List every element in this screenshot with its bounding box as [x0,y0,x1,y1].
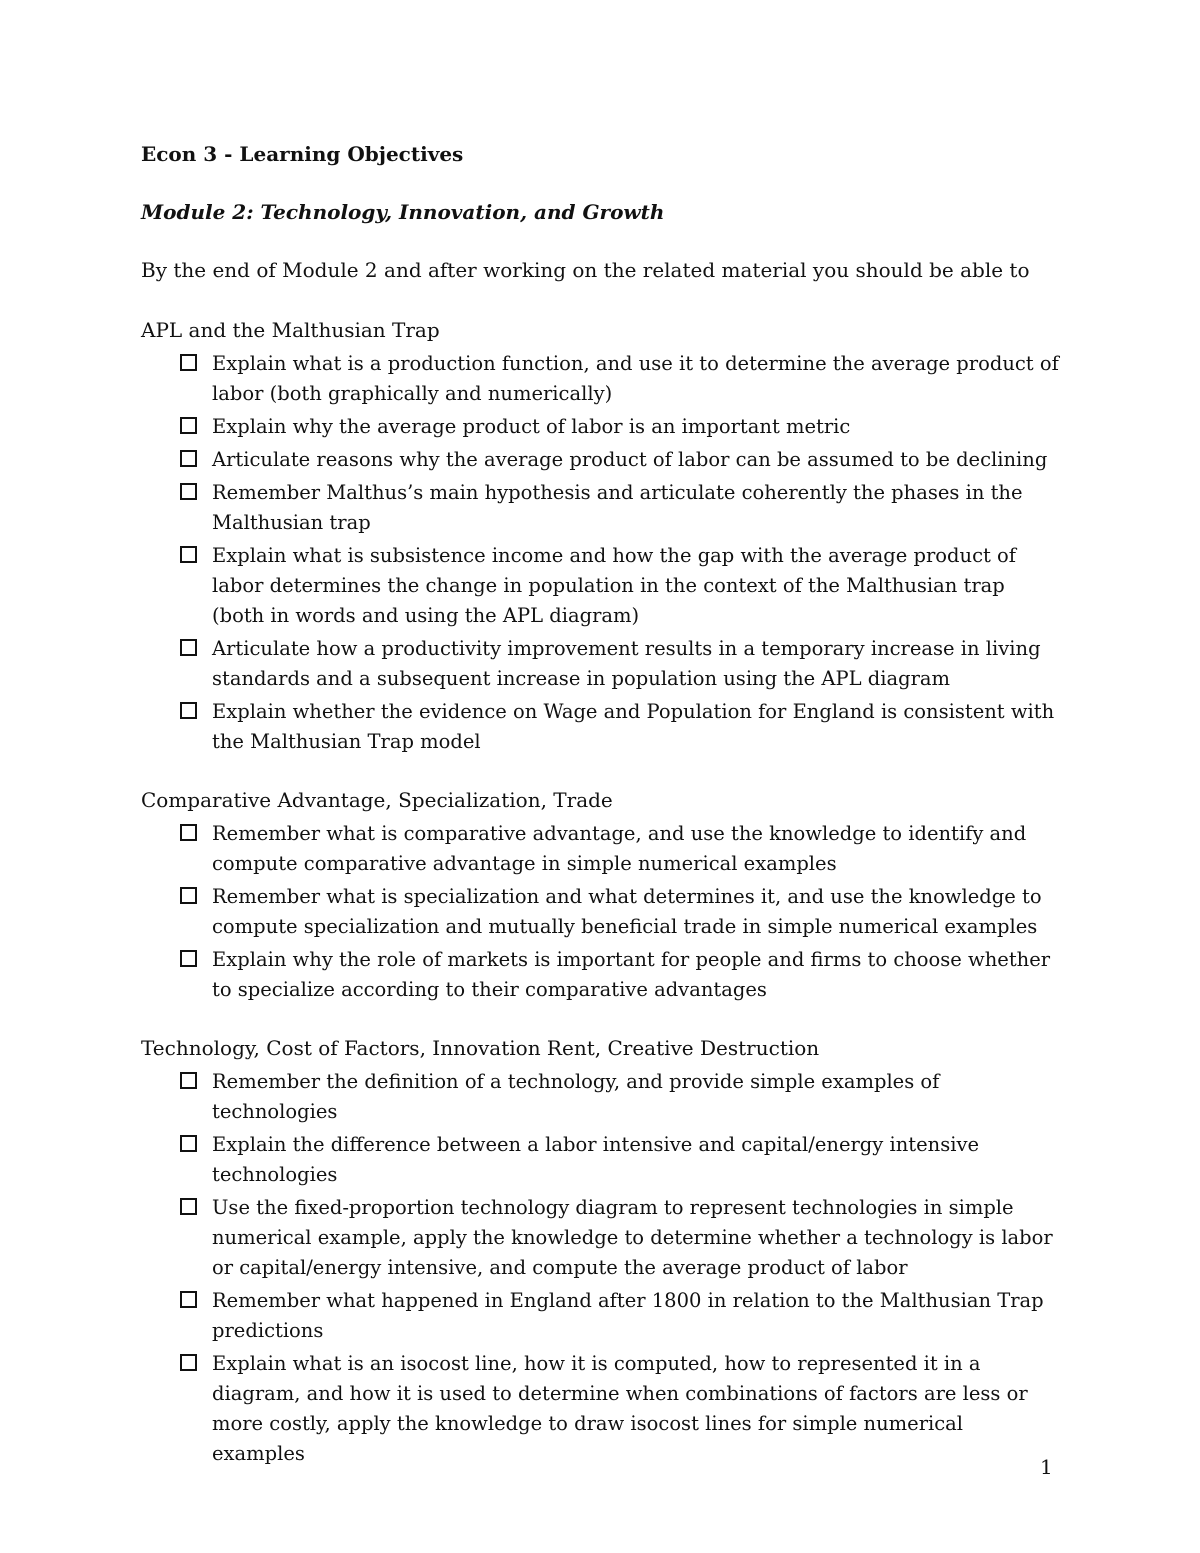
objective-section [141,314,1061,757]
objective-item [180,819,1061,879]
objective-list [141,349,1061,757]
objective-item [180,1130,1061,1190]
objective-item [180,1286,1061,1346]
objective-item [180,697,1061,757]
objective-item [180,445,1061,475]
objective-item [180,541,1061,631]
page-content [141,138,1061,1496]
objective-list [141,1067,1061,1469]
checkbox-icon [180,354,197,371]
objective-item [180,412,1061,442]
objective-text: Explain whether the evidence on Wage and Population for England is consistent with the Malthusian Trap model [212,700,1055,753]
objective-text: Remember what is comparative advantage, and use the knowledge to identify and compute comparative advantage in simple numerical examples [212,822,1027,875]
objective-item [180,882,1061,942]
module-title: Module 2: Technology, Innovation, and Growth [141,200,665,224]
objective-text: Explain what is an isocost line, how it is computed, how to represented it in a diagram, and how it is used to determine when combinations of factors are less or more costly, apply the knowledge to draw isocost lines for simple numerical examples [212,1352,1028,1465]
checkbox-icon [180,1072,197,1089]
objective-text: Remember what is specialization and what determines it, and use the knowledge to compute specialization and mutually beneficial trade in simple numerical examples [212,885,1042,938]
objective-text: Explain why the average product of labor is an important metric [212,415,851,438]
checkbox-icon [180,824,197,841]
objective-text: Explain why the role of markets is important for people and firms to choose whether to specialize according to their comparative advantages [212,948,1051,1001]
objective-section [141,1032,1061,1469]
section-heading: APL and the Malthusian Trap [141,318,440,342]
checkbox-icon [180,639,197,656]
objective-sections [141,314,1061,1469]
objective-text: Explain the difference between a labor intensive and capital/energy intensive technologies [212,1133,980,1186]
objective-item [180,634,1061,694]
objective-text: Remember what happened in England after 1800 in relation to the Malthusian Trap predictions [212,1289,1044,1342]
objective-item [180,1067,1061,1127]
objective-item [180,945,1061,1005]
objective-text: Articulate reasons why the average product of labor can be assumed to be declining [212,448,1048,471]
intro-text: By the end of Module 2 and after working on the related material you should be able to [141,258,1030,282]
checkbox-icon [180,702,197,719]
page-number: 1 [1040,1455,1053,1479]
checkbox-icon [180,887,197,904]
objective-item [180,1193,1061,1283]
objective-item [180,1349,1061,1469]
objective-text: Remember the definition of a technology, and provide simple examples of technologies [212,1070,940,1123]
checkbox-icon [180,1291,197,1308]
objective-text: Remember Malthus’s main hypothesis and articulate coherently the phases in the Malthusian trap [212,481,1023,534]
checkbox-icon [180,1354,197,1371]
document-title: Econ 3 - Learning Objectives [141,142,464,166]
objective-list [141,819,1061,1005]
objective-text: Explain what is a production function, and use it to determine the average product of labor (both graphically and numerically) [212,352,1059,405]
checkbox-icon [180,950,197,967]
checkbox-icon [180,546,197,563]
objective-text: Use the fixed-proportion technology diagram to represent technologies in simple numerical example, apply the knowledge to determine whether a technology is labor or capital/energy intensive, and compute the average product of labor [212,1196,1053,1279]
objective-text: Articulate how a productivity improvement results in a temporary increase in living standards and a subsequent increase in population using the APL diagram [212,637,1041,690]
checkbox-icon [180,417,197,434]
checkbox-icon [180,1135,197,1152]
checkbox-icon [180,1198,197,1215]
objective-section [141,784,1061,1005]
objective-text: Explain what is subsistence income and how the gap with the average product of labor determines the change in population in the context of the Malthusian trap (both in words and using the APL diagram) [212,544,1016,627]
checkbox-icon [180,450,197,467]
objective-item [180,349,1061,409]
section-heading: Technology, Cost of Factors, Innovation Rent, Creative Destruction [141,1036,820,1060]
objective-item [180,478,1061,538]
checkbox-icon [180,483,197,500]
section-heading: Comparative Advantage, Specialization, Trade [141,788,613,812]
